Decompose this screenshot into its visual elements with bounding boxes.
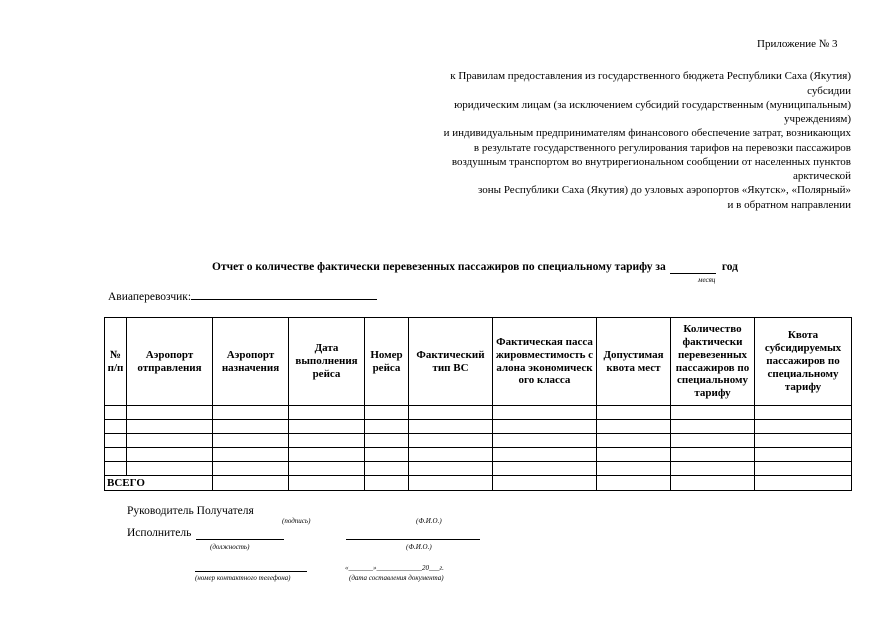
- table-cell[interactable]: [127, 406, 213, 420]
- preamble-line: и в обратном направлении: [727, 199, 851, 211]
- table-cell[interactable]: [289, 420, 365, 434]
- table-row: [105, 434, 852, 448]
- executor-caption-position: (должность): [210, 543, 250, 551]
- table-cell[interactable]: [493, 476, 597, 491]
- table-row: [105, 406, 852, 420]
- table-cell[interactable]: [671, 434, 755, 448]
- table-cell[interactable]: [365, 420, 409, 434]
- table-cell[interactable]: [289, 476, 365, 491]
- table-cell[interactable]: [409, 448, 493, 462]
- table-cell[interactable]: [409, 434, 493, 448]
- table-cell[interactable]: [671, 448, 755, 462]
- table-cell[interactable]: [493, 406, 597, 420]
- executor-position-line[interactable]: [196, 539, 284, 540]
- table-cell[interactable]: [493, 420, 597, 434]
- total-label: ВСЕГО: [105, 476, 213, 491]
- col-header-aircraft-type: Фактический тип ВС: [409, 318, 493, 406]
- preamble-line: воздушным транспортом во внутрирегиональном сообщении от населенных пунктов: [451, 156, 851, 168]
- table-cell[interactable]: [105, 448, 127, 462]
- table-cell[interactable]: [365, 406, 409, 420]
- table-cell[interactable]: [289, 448, 365, 462]
- table-cell[interactable]: [289, 406, 365, 420]
- report-title: [212, 261, 738, 274]
- preamble-line: к Правилам предоставления из государственного бюджета Республики Саха (Якутия): [450, 70, 851, 82]
- col-header-flight-number: Номер рейса: [365, 318, 409, 406]
- table-cell[interactable]: [365, 434, 409, 448]
- date-field[interactable]: «_______»_____________20___г.: [345, 564, 444, 572]
- table-cell[interactable]: [127, 420, 213, 434]
- preamble-line: арктической: [792, 170, 851, 182]
- table-cell[interactable]: [105, 434, 127, 448]
- preamble-line: учреждениям): [784, 113, 851, 125]
- head-label: Руководитель Получателя: [127, 505, 254, 517]
- col-header-number: № п/п: [105, 318, 127, 406]
- table-cell[interactable]: [755, 420, 852, 434]
- table-cell[interactable]: [597, 448, 671, 462]
- table-cell[interactable]: [493, 448, 597, 462]
- table-cell[interactable]: [213, 476, 289, 491]
- table-cell[interactable]: [105, 420, 127, 434]
- table-cell[interactable]: [365, 462, 409, 476]
- report-title-year: год: [721, 261, 738, 273]
- col-header-allowed-quota: Допустимая квота мест: [597, 318, 671, 406]
- phone-line[interactable]: [195, 571, 307, 572]
- table-cell[interactable]: [671, 476, 755, 491]
- carrier-field[interactable]: [191, 289, 377, 300]
- executor-caption-name: (Ф.И.О.): [406, 543, 432, 551]
- carrier-label: Авиаперевозчик:: [108, 291, 192, 303]
- month-blank: [670, 261, 716, 274]
- col-header-economy-capacity: Фактическая пассажировместимость салона экономического класса: [493, 318, 597, 406]
- table-cell[interactable]: [289, 434, 365, 448]
- executor-name-line[interactable]: [346, 539, 480, 540]
- col-header-arrival-airport: Аэропорт назначения: [213, 318, 289, 406]
- table-cell[interactable]: [105, 406, 127, 420]
- table-cell[interactable]: [597, 462, 671, 476]
- head-caption-name: (Ф.И.О.): [416, 517, 442, 525]
- table-header-row: [105, 318, 852, 406]
- table-cell[interactable]: [127, 462, 213, 476]
- carrier-row: [108, 289, 377, 303]
- executor-label: Исполнитель: [127, 527, 192, 539]
- date-caption: (дата составления документа): [349, 574, 444, 582]
- table-cell[interactable]: [213, 406, 289, 420]
- total-row: [105, 476, 852, 491]
- table-cell[interactable]: [409, 420, 493, 434]
- table-cell[interactable]: [365, 476, 409, 491]
- table-cell[interactable]: [409, 406, 493, 420]
- table-cell[interactable]: [671, 406, 755, 420]
- table-cell[interactable]: [213, 434, 289, 448]
- table-cell[interactable]: [597, 434, 671, 448]
- preamble-line: юридическим лицам (за исключением субсидий государственным (муниципальным): [454, 99, 851, 111]
- table-cell[interactable]: [755, 476, 852, 491]
- col-header-flight-date: Дата выполнения рейса: [289, 318, 365, 406]
- table-cell[interactable]: [493, 462, 597, 476]
- appendix-number: Приложение № 3: [757, 38, 838, 50]
- table-cell[interactable]: [213, 448, 289, 462]
- table-cell[interactable]: [755, 448, 852, 462]
- table-cell[interactable]: [597, 420, 671, 434]
- table-cell[interactable]: [597, 476, 671, 491]
- table-cell[interactable]: [127, 448, 213, 462]
- table-cell[interactable]: [671, 420, 755, 434]
- table-cell[interactable]: [365, 448, 409, 462]
- table-cell[interactable]: [755, 462, 852, 476]
- col-header-subsidized-quota: Квота субсидируемых пассажиров по специальному тарифу: [755, 318, 852, 406]
- table-cell[interactable]: [755, 434, 852, 448]
- preamble-line: субсидии: [807, 85, 851, 97]
- table-cell[interactable]: [127, 434, 213, 448]
- table-cell[interactable]: [213, 462, 289, 476]
- col-header-passengers-carried: Количество фактически перевезенных пассажиров по специальному тарифу: [671, 318, 755, 406]
- table-cell[interactable]: [409, 476, 493, 491]
- preamble-line: зоны Республики Саха (Якутия) до узловых аэропортов «Якутск», «Полярный»: [478, 184, 851, 196]
- table-row: [105, 462, 852, 476]
- col-header-departure-airport: Аэропорт отправления: [127, 318, 213, 406]
- preamble-line: и индивидуальным предпринимателям финансового обеспечение затрат, возникающих: [443, 127, 851, 139]
- preamble-line: в результате государственного регулирования тарифов на перевозки пассажиров: [473, 142, 851, 154]
- report-title-text: Отчет о количестве фактически перевезенных пассажиров по специальному тарифу за: [212, 261, 666, 273]
- table-cell[interactable]: [671, 462, 755, 476]
- month-caption: месяц: [698, 276, 716, 284]
- phone-caption: (номер контактного телефона): [195, 574, 291, 582]
- head-caption-signature: (подпись): [282, 517, 311, 525]
- table-cell[interactable]: [597, 406, 671, 420]
- table-cell[interactable]: [213, 420, 289, 434]
- table-cell[interactable]: [493, 434, 597, 448]
- table-cell[interactable]: [409, 462, 493, 476]
- report-table: [104, 317, 852, 491]
- table-row: [105, 448, 852, 462]
- table-cell[interactable]: [105, 462, 127, 476]
- table-row: [105, 420, 852, 434]
- table-cell[interactable]: [289, 462, 365, 476]
- table-cell[interactable]: [755, 406, 852, 420]
